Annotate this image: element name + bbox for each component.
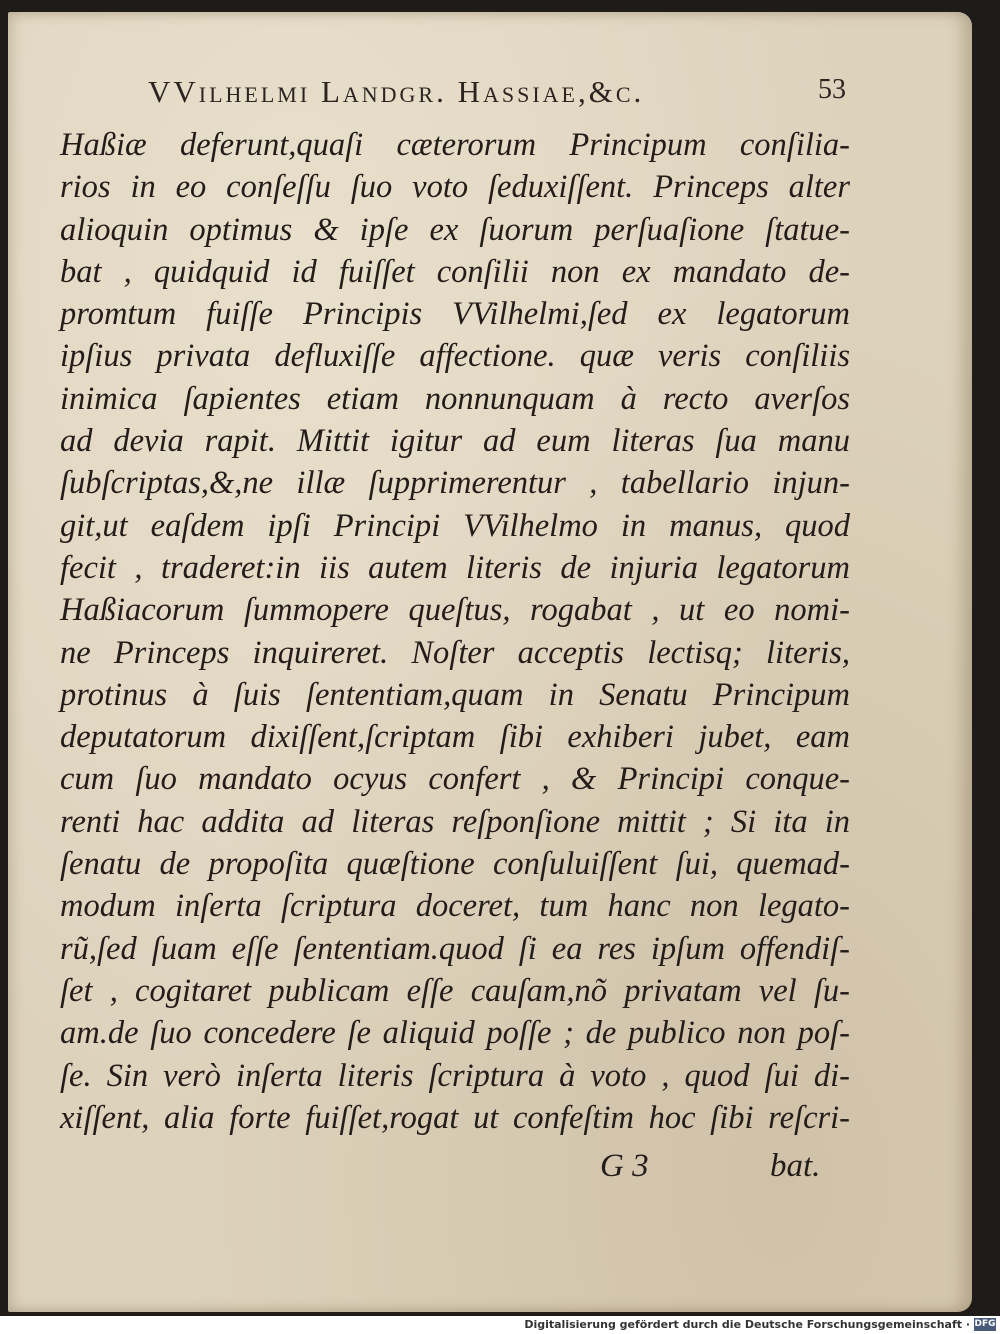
- catchword: bat.: [770, 1148, 821, 1184]
- book-page: [8, 12, 972, 1312]
- text-line: promtum fuiſſe Principis VVilhelmi,ſed ex legatorum: [60, 296, 850, 333]
- dfg-logo: DFG: [974, 1319, 996, 1329]
- text-line: alioquin optimus & ipſe ex ſuorum perſuaſione ſtatue-: [60, 211, 850, 248]
- text-line: ad devia rapit. Mittit igitur ad eum literas ſua manu: [60, 423, 850, 460]
- text-line: ipſius privata defluxiſſe affectione. quæ veris conſiliis: [60, 338, 850, 375]
- text-line: ne Princeps inquireret. Noſter acceptis lectisq; literis,: [60, 634, 850, 671]
- text-line: ſet , cogitaret publicam eſſe cauſam,nõ privatam vel ſu-: [60, 972, 850, 1009]
- text-line: Haßiæ deferunt,quaſi cæterorum Principum conſilia-: [60, 127, 850, 163]
- text-line: ſubſcriptas,&,ne illæ ſupprimerentur , tabellario injun-: [60, 465, 850, 502]
- text-line: rios in eo conſeſſu ſuo voto ſeduxiſſent. Princeps alter: [60, 169, 850, 206]
- text-line: rũ,ſed ſuam eſſe ſententiam.quod ſi ea res ipſum offendiſ-: [60, 930, 850, 967]
- signature-mark: G 3: [600, 1148, 649, 1184]
- text-line: deputatorum dixiſſent,ſcriptam ſibi exhiberi jubet, eam: [60, 719, 850, 756]
- body-text: [60, 124, 850, 1139]
- text-line: modum inſerta ſcriptura doceret, tum hanc non legato-: [60, 888, 850, 925]
- running-head-title: VVilhelmi Landgr. Hassiae,&c.: [148, 74, 645, 109]
- running-head: [148, 74, 858, 114]
- text-line: fecit , traderet:in iis autem literis de injuria legatorum: [60, 549, 850, 586]
- page-number: 53: [818, 74, 846, 105]
- text-line: protinus à ſuis ſententiam,quam in Senatu Principum: [60, 676, 850, 713]
- text-line: am.de ſuo concedere ſe aliquid poſſe ; de publico non poſ-: [60, 1015, 850, 1052]
- funding-credit: Digitalisierung gefördert durch die Deutsche Forschungsgemeinschaft ·: [524, 1318, 970, 1331]
- text-line: Haßiacorum ſummopere queſtus, rogabat , ut eo nomi-: [60, 592, 850, 629]
- text-line: xiſſent, alia forte fuiſſet,rogat ut confeſtim hoc ſibi reſcri-: [60, 1099, 850, 1136]
- text-line: renti hac addita ad literas reſponſione mittit ; Si ita in: [60, 803, 850, 840]
- text-line: ſe. Sin verò inſerta literis ſcriptura à voto , quod ſui di-: [60, 1057, 850, 1094]
- text-line: git,ut eaſdem ipſi Principi VVilhelmo in manus, quod: [60, 507, 850, 544]
- text-line: inimica ſapientes etiam nonnunquam à recto averſos: [60, 380, 850, 417]
- text-line: bat , quidquid id fuiſſet conſilii non ex mandato de-: [60, 253, 850, 290]
- text-line: ſenatu de propoſita quæſtione conſuluiſſent ſui, quemad-: [60, 846, 850, 883]
- text-line: cum ſuo mandato ocyus confert , & Principi conque-: [60, 761, 850, 798]
